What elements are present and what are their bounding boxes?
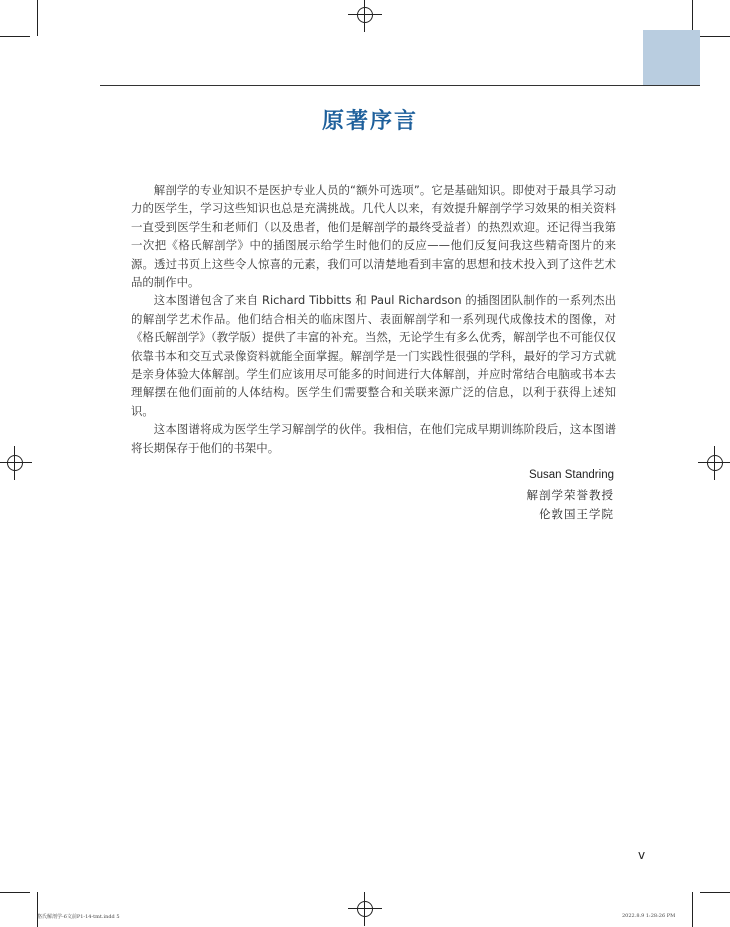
preface-body — [131, 181, 616, 457]
crop-mark — [37, 0, 38, 36]
crop-mark — [700, 892, 730, 893]
registration-mark-bottom — [354, 898, 376, 920]
chapter-tab-block — [643, 30, 700, 86]
header-rule — [100, 85, 700, 86]
crop-mark — [0, 36, 30, 37]
crop-mark — [0, 892, 30, 893]
registration-mark-right — [704, 452, 726, 474]
crop-mark — [37, 892, 38, 927]
signature-name: Susan Standring — [528, 469, 614, 481]
crop-mark — [700, 36, 730, 37]
print-slug-date: 2022.8.9 1:28:26 PM — [622, 913, 676, 919]
registration-mark-top — [354, 4, 376, 26]
paragraph: 解剖学的专业知识不是医护专业人员的“额外可选项”。它是基础知识。即使对于最具学习动力的医学生，学习这些知识也总是充满挑战。几代人以来，有效提升解剖学学习效果的相关资料一直受到医学生和老师们（以及患者，他们是解剖学的最终受益者）的热烈欢迎。还记得当我第一次把《格氏解剖学》中的插图展示给学生时他们的反应——他们反复问我这些精奇图片的来源。透过书页上这些令人惊喜的元素，我们可以清楚地看到丰富的思想和技术投入到了这件艺术品的制作中。 — [131, 183, 616, 290]
paragraph: 这本图谱包含了来自 Richard Tibbitts 和 Paul Richardson 的插图团队制作的一系列杰出的解剖学艺术作品。他们结合相关的临床图片、表面解剖学和一系列现代成像技术的图像，对《格氏解剖学》（教学版）提供了丰富的补充。当然，无论学生有多么优秀，解剖学也不可能仅仅依靠书本和交互式录像资料就能全面掌握。解剖学是一门实践性很强的学科，最好的学习方式就是亲身体验大体解剖。学生们应该用尽可能多的时间进行大体解剖，并应时常结合电脑或书本去理解摆在他们面前的人体结构。医学生们需要整合和关联来源广泛的信息，以利于获得上述知识。 — [131, 293, 616, 418]
signature-title: 解剖学荣誉教授 — [526, 488, 614, 502]
paragraph: 这本图谱将成为医学生学习解剖学的伙伴。我相信，在他们完成早期训练阶段后，这本图谱将长期保存于他们的书架中。 — [131, 422, 616, 455]
page-title: 原著序言 — [321, 109, 418, 134]
page-number: v — [638, 848, 646, 862]
crop-mark — [692, 892, 693, 927]
signature-affiliation: 伦敦国王学院 — [539, 507, 614, 521]
registration-mark-left — [4, 452, 26, 474]
print-slug-file: 格氏解剖学-6文前P1-14-tmt.indd 5 — [37, 914, 120, 920]
